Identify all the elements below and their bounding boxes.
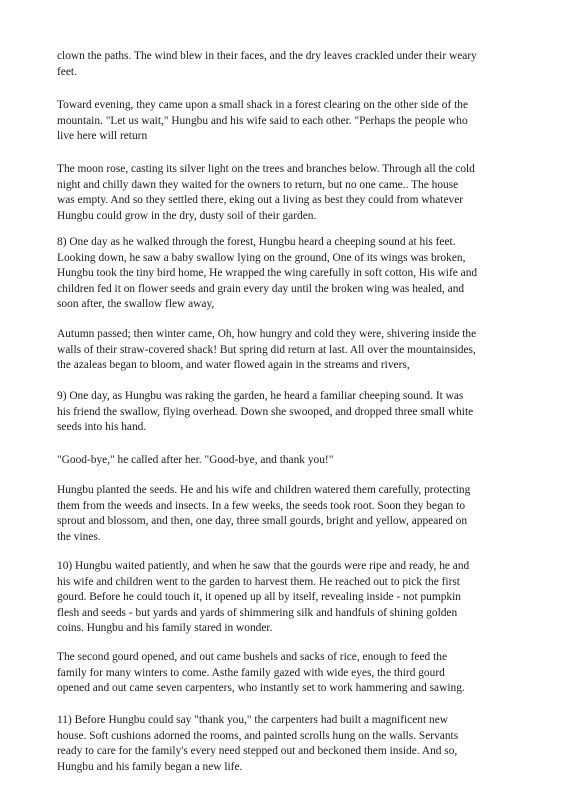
paragraph-8: Hungbu planted the seeds. He and his wife and children watered them carefully, protecting them from the weeds and insects. In a few weeks, the seeds took root. Soon they began to sprout and blossom, and then, one day, three small gourds, bright and yellow, appeared on the vines. <box>57 484 471 543</box>
paragraph-5: Autumn passed; then winter came, Oh, how hungry and cold they were, shivering inside the walls of their straw-covered shack! But spring did return at last. All over the mountainsides, the azaleas began to bloom, and water flowed again in the streams and rivers, <box>57 328 477 371</box>
paragraph-11: 11) Before Hungbu could say "thank you," the carpenters had built a magnificent new house. Soft cushions adorned the rooms, and painted scrolls hung on the walls. Servants ready to care for the family's every need stepped out and beckoned them inside. And so, Hungbu and his family began a new life. <box>57 714 459 773</box>
paragraph-1: clown the paths. The wind blew in their faces, and the dry leaves crackled under their weary feet. <box>57 50 477 78</box>
paragraph-2: Toward evening, they came upon a small shack in a forest clearing on the other side of the mountain. "Let us wait," Hungbu and his wife said to each other. "Perhaps the people who live here will return <box>57 99 469 142</box>
paragraph-4: 8) One day as he walked through the forest, Hungbu heard a cheeping sound at his feet. Looking down, he saw a baby swallow lying on the ground, One of its wings was broken, Hungbu took the tiny bird home, He wrapped the wing carefully in soft cotton, His wife and children fed it on flower seeds and grain every day until the broken wing was healed, and soon after, the swallow flew away, <box>57 236 478 310</box>
paragraph-3: The moon rose, casting its silver light on the trees and branches below. Through all the cold night and chilly dawn they waited for the owners to return, but no one came.. The house was empty. And so they settled there, eking out a living as best they could from whatever Hungbu could grow in the dry, dusty soil of their garden. <box>57 163 475 222</box>
paragraph-7: "Good-bye," he called after her. "Good-bye, and thank you!" <box>57 454 334 466</box>
paragraph-9: 10) Hungbu waited patiently, and when he saw that the gourds were ripe and ready, he and his wife and children went to the garden to harvest them. He reached out to pick the first gourd. Before he could touch it, it opened up all by itself, revealing inside - not pumpkin flesh and seeds - but yards and yards of shimmering silk and handfuls of shining golden coins. Hungbu and his family stared in wonder. <box>57 560 470 634</box>
paragraph-6: 9) One day, as Hungbu was raking the garden, he heard a familiar cheeping sound. It was his friend the swallow, flying overhead. Down she swooped, and dropped three small white seeds into his hand. <box>57 390 474 433</box>
paragraph-10: The second gourd opened, and out came bushels and sacks of rice, enough to feed the family for many winters to come. Asthe family gazed with wide eyes, the third gourd opened and out came seven carpenters, who instantly set to work hammering and sawing. <box>57 651 465 694</box>
